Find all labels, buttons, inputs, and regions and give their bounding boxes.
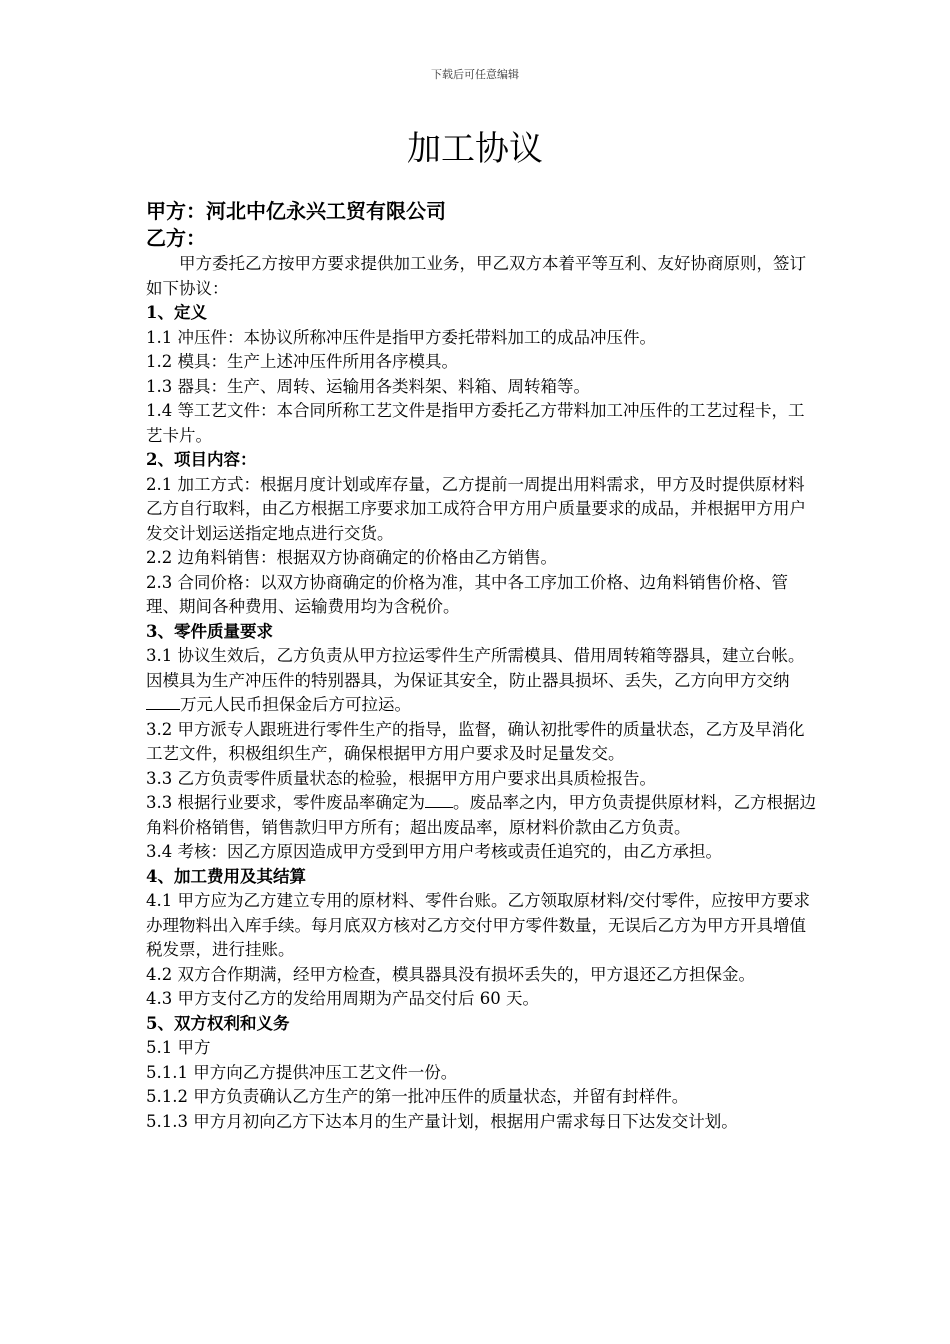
clause-3-2: 3.2 甲方派专人跟班进行零件生产的指导，监督，确认初批零件的质量状态，乙方及早消化工艺文件，积极组织生产，确保根据甲方用户要求及时足量发交。 (146, 719, 805, 763)
document-title: 加工协议 (407, 129, 543, 169)
party-b: 乙方： (146, 226, 206, 250)
intro-paragraph: 甲方委托乙方按甲方要求提供加工业务，甲乙双方本着平等互利、友好协商原则，签订如下协议： (146, 254, 806, 298)
clause-4-2: 4.2 双方合作期满，经甲方检查，模具器具没有损坏丢失的，甲方退还乙方担保金。 (146, 964, 755, 984)
clause-2-3: 2.3 合同价格：以双方协商确定的价格为准，其中各工序加工价格、边角料销售价格、管理、期间各种费用、运输费用均为含税价。 (146, 572, 788, 616)
document-body (146, 198, 816, 1134)
clause-3-3: 3.3 乙方负责零件质量状态的检验，根据甲方用户要求出具质检报告。 (146, 768, 656, 788)
clause-3-3b (146, 791, 816, 840)
clause-5-1-3: 5.1.3 甲方月初向乙方下达本月的生产量计划，根据用户需求每日下达发交计划。 (146, 1111, 738, 1131)
section-5-title: 5、双方权利和义务 (146, 1013, 290, 1033)
scrap-rate-blank (425, 793, 453, 808)
deposit-amount-blank (146, 695, 180, 710)
section-4-title: 4、加工费用及其结算 (146, 866, 306, 886)
page-header-note: 下载后可任意编辑 (431, 68, 519, 81)
section-1-title: 1、定义 (146, 303, 207, 322)
clause-5-1-1: 5.1.1 甲方向乙方提供冲压工艺文件一份。 (146, 1062, 458, 1082)
section-2-title: 2、项目内容： (146, 450, 257, 469)
clause-2-2: 2.2 边角料销售：根据双方协商确定的价格由乙方销售。 (146, 548, 557, 567)
clause-3-3b-text-b: 。废品率之内，甲方负责提供原材料，乙方根据边角料价格销售，销售款归甲方所有；超出废品率，原材料价款由乙方负责。 (146, 793, 816, 837)
party-a: 甲方：河北中亿永兴工贸有限公司 (146, 199, 446, 223)
clause-2-1: 2.1 加工方式：根据月度计划或库存量，乙方提前一周提出用料需求，甲方及时提供原材料乙方自行取料，由乙方根据工序要求加工成符合甲方用户质量要求的成品，并根据甲方用户发交计划运送指定地点进行交货。 (146, 474, 806, 543)
clause-1-4: 1.4 等工艺文件：本合同所称工艺文件是指甲方委托乙方带料加工冲压件的工艺过程卡，工艺卡片。 (146, 401, 805, 445)
clause-1-1: 1.1 冲压件：本协议所称冲压件是指甲方委托带料加工的成品冲压件。 (146, 327, 656, 347)
clause-1-2: 1.2 模具：生产上述冲压件所用各序模具。 (146, 352, 458, 371)
clause-3-3b-text-a: 3.3 根据行业要求，零件废品率确定为 (146, 793, 425, 812)
section-3-title: 3、零件质量要求 (146, 621, 273, 641)
clause-3-1-text-b: 万元人民币担保金后方可拉运。 (180, 695, 411, 714)
clause-4-3: 4.3 甲方支付乙方的发给用周期为产品交付后 60 天。 (146, 989, 539, 1008)
clause-3-1 (146, 644, 816, 718)
clause-3-4: 3.4 考核：因乙方原因造成甲方受到甲方用户考核或责任追究的，由乙方承担。 (146, 842, 722, 861)
clause-5-1: 5.1 甲方 (146, 1038, 211, 1057)
clause-1-3: 1.3 器具：生产、周转、运输用各类料架、料箱、周转箱等。 (146, 376, 590, 396)
clause-5-1-2: 5.1.2 甲方负责确认乙方生产的第一批冲压件的质量状态，并留有封样件。 (146, 1087, 689, 1106)
clause-4-1: 4.1 甲方应为乙方建立专用的原材料、零件台账。乙方领取原材料/交付零件，应按甲方要求办理物料出入库手续。每月底双方核对乙方交付甲方零件数量，无误后乙方为甲方开具增值税发票，进行挂账。 (146, 891, 811, 959)
clause-3-1-text-a: 3.1 协议生效后，乙方负责从甲方拉运零件生产所需模具、借用周转箱等器具，建立台帐。因模具为生产冲压件的特别器具，为保证其安全，防止器具损坏、丢失，乙方向甲方交纳 (146, 646, 805, 690)
